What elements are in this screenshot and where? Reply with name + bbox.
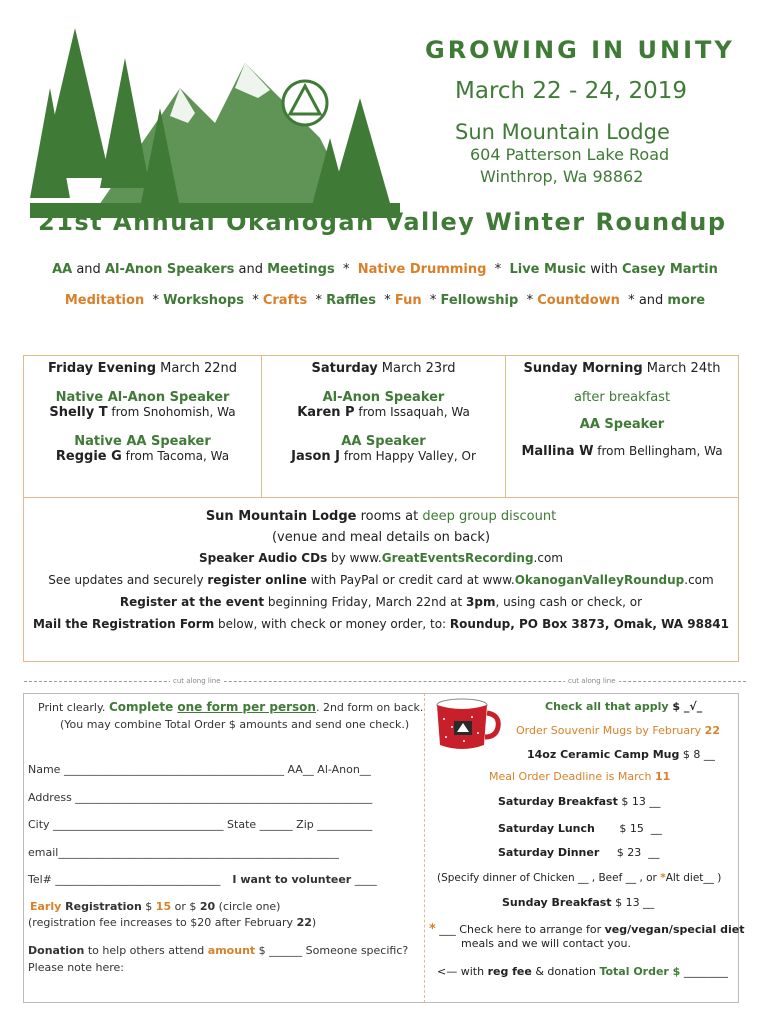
venue-name: Sun Mountain Lodge [455, 120, 670, 144]
total-order-field[interactable]: <— with reg fee & donation Total Order $ ________ [437, 965, 728, 978]
donation-field[interactable]: Donation to help others attend amount $ ______ Someone specific? [28, 944, 409, 957]
note-field[interactable]: Please note here: [28, 961, 124, 974]
speaker-role: AA Speaker [579, 417, 665, 432]
special-diet-option[interactable]: * ___ Check here to arrange for veg/vegan/special diet [429, 922, 745, 937]
cut-label-right: cut along line [565, 677, 619, 685]
early-registration: Early Registration $ 15 or $ 20 (circle one) [30, 900, 281, 913]
promo-line-2: Meditation * Workshops * Crafts * Raffles * Fun * Fellowship * Countdown * and more [64, 293, 706, 308]
info-box: Sun Mountain Lodge rooms at deep group discount (venue and meal details on back) Speaker Audio CDs by www.GreatEventsRecording.com See updates and securely register online with PayPal or credit card at www.OkanoganValleyRoundup.com Register at the event beginning Friday, March 22nd at 3pm, using cash or check, or Mail the Registration Form below, with check or money order, to: Roundup, PO Box 3873, Omak, WA 98841 [23, 498, 739, 662]
event-name: GROWING IN UNITY [425, 36, 735, 64]
sunday-breakfast-item[interactable]: Sunday Breakfast $ 13 __ [502, 896, 655, 909]
sunday-note: after breakfast [573, 390, 671, 405]
event-dates: March 22 - 24, 2019 [455, 78, 688, 104]
camp-mug-icon [432, 697, 502, 752]
meal-deadline: Meal Order Deadline is March 11 [489, 770, 671, 783]
saturday-dinner-item[interactable]: Saturday Dinner $ 23 __ [498, 846, 660, 859]
tel-field[interactable]: Tel# ______________________________ I want to volunteer ____ [28, 873, 377, 886]
address-field[interactable]: Address ______________________________________________________ [28, 791, 373, 804]
cut-line [24, 681, 746, 682]
saturday-lunch-item[interactable]: Saturday Lunch $ 15 __ [498, 822, 662, 835]
name-field[interactable]: Name ________________________________________ AA__ Al-Anon__ [28, 763, 371, 776]
combine-note: (You may combine Total Order $ amounts and send one check.) [60, 718, 410, 731]
mountain-trees-logo [30, 28, 400, 218]
friday-column: Friday Evening March 22nd Native Al-Anon Speaker Shelly T from Snohomish, Wa Native AA Speaker Reggie G from Tacoma, Wa [24, 356, 262, 498]
print-instructions: Print clearly. Complete one form per person. 2nd form on back. [38, 700, 424, 714]
dinner-specify[interactable]: (Specify dinner of Chicken __ , Beef __ , or *Alt diet__ ) [437, 872, 722, 884]
city-state-zip-field[interactable]: City _______________________________ State ______ Zip __________ [28, 818, 373, 831]
email-field[interactable]: email___________________________________________________ [28, 846, 339, 859]
saturday-breakfast-item[interactable]: Saturday Breakfast $ 13 __ [498, 795, 661, 808]
saturday-column: Saturday March 23rd Al-Anon Speaker Karen P from Issaquah, Wa AA Speaker Jason J from Happy Valley, Or [262, 356, 506, 498]
speaker-role: Native AA Speaker [74, 434, 211, 449]
speakers-box [23, 355, 739, 498]
form-divider [424, 693, 425, 1003]
fee-increase-note: (registration fee increases to $20 after February 22) [28, 916, 317, 929]
venue-address-line1: 604 Patterson Lake Road [470, 145, 670, 164]
speaker-role: AA Speaker [341, 434, 426, 449]
mug-order-item[interactable]: 14oz Ceramic Camp Mug $ 8 __ [527, 748, 715, 761]
promo-line-1: AA and Al-Anon Speakers and Meetings * Native Drumming * Live Music with Casey Martin [52, 262, 718, 277]
roundup-title: 21st Annual Okanogan Valley Winter Roundup [38, 208, 727, 236]
mugs-deadline: Order Souvenir Mugs by February 22 [516, 724, 720, 737]
cut-label-left: cut along line [170, 677, 224, 685]
check-all-that-apply: Check all that apply $ _√_ [545, 700, 703, 713]
speaker-role: Al-Anon Speaker [322, 390, 445, 405]
speaker-role: Native Al-Anon Speaker [55, 390, 230, 405]
venue-details: (venue and meal details on back) [271, 530, 491, 545]
venue-address-line2: Winthrop, Wa 98862 [480, 167, 644, 186]
special-diet-note: meals and we will contact you. [461, 937, 631, 950]
sunday-column: Sunday Morning March 24th after breakfast AA Speaker Mallina W from Bellingham, Wa [506, 356, 738, 498]
